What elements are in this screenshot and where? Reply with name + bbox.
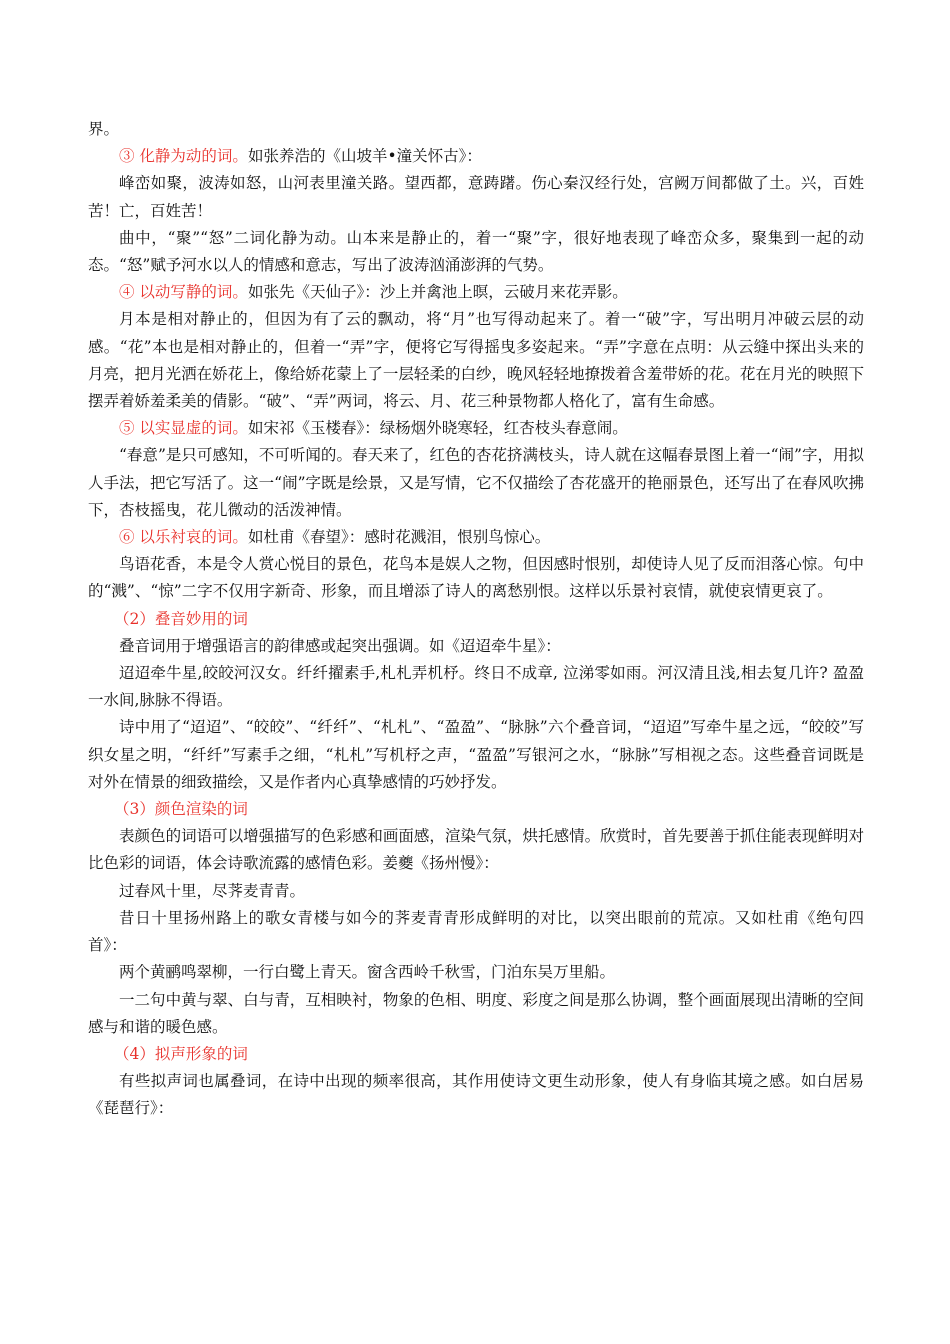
heading-text: 如张养浩的《山坡羊•潼关怀古》： xyxy=(247,147,482,166)
heading-item-3 xyxy=(88,143,864,170)
heading-label: ③ 化静为动的词。 xyxy=(119,147,248,166)
heading-text: 如张先《天仙子》：沙上并禽池上暝，云破月来花弄影。 xyxy=(247,283,628,302)
heading-item-4 xyxy=(88,279,864,306)
paragraph: 曲中，“聚”“怒”二词化静为动。山本来是静止的，着一“聚”字，很好地表现了峰峦众多，聚集到一起的动态。“怒”赋予河水以人的情感和意志，写出了波涛汹涌澎湃的气势。 xyxy=(88,228,864,275)
paragraph: 诗中用了“迢迢”、“皎皎”、“纤纤”、“札札”、“盈盈”、“脉脉”六个叠音词，“迢迢”写牵牛星之远，“皎皎”写织女星之明，“纤纤”写素手之细，“札札”写机杼之声，“盈盈”写银河之水，“脉脉”写相视之态。这些叠音词既是对外在情景的细致描绘，又是作者内心真挚感情的巧妙抒发。 xyxy=(88,718,864,791)
document-page xyxy=(88,116,864,1123)
heading-label: ⑥ 以乐衬哀的词。 xyxy=(119,528,248,547)
poem-quote: 峰峦如聚，波涛如怒，山河表里潼关路。望西都，意踌躇。伤心秦汉经行处，宫阙万间都做了土。兴，百姓苦！亡，百姓苦！ xyxy=(88,174,864,220)
heading-item-6 xyxy=(88,524,864,551)
poem-quote: 过春风十里，尽荠麦青青。 xyxy=(119,881,306,900)
heading-item-5 xyxy=(88,415,864,442)
paragraph: 叠音词用于增强语言的韵律感或起突出强调。如《迢迢牵牛星》： xyxy=(119,636,561,655)
paragraph: 昔日十里扬州路上的歌女青楼与如今的荠麦青青形成鲜明的对比，以突出眼前的荒凉。又如杜甫《绝句四首》： xyxy=(88,908,864,955)
section-heading-2: （2）叠音妙用的词 xyxy=(114,609,248,628)
poem-quote: 两个黄鹂鸣翠柳，一行白鹭上青天。窗含西岭千秋雪，门泊东吴万里船。 xyxy=(119,963,616,982)
paragraph: 有些拟声词也属叠词，在诗中出现的频率很高，其作用使诗文更生动形象，使人有身临其境之感。如白居易《琵琶行》： xyxy=(88,1072,864,1118)
section-heading-4: （4）拟声形象的词 xyxy=(114,1044,248,1063)
heading-text: 如杜甫《春望》：感时花溅泪，恨别鸟惊心。 xyxy=(247,528,551,547)
paragraph: “春意”是只可感知，不可听闻的。春天来了，红色的杏花挤满枝头，诗人就在这幅春景图上着一“闹”字，用拟人手法，把它写活了。这一“闹”字既是绘景，又是写情，它不仅描绘了杏花盛开的艳丽景色，还写出了在春风吹拂下，杏枝摇曳，花儿微动的活泼神情。 xyxy=(88,446,864,519)
poem-quote: 迢迢牵牛星,皎皎河汉女。纤纤擢素手,札札弄机杼。终日不成章, 泣涕零如雨。河汉清且浅,相去复几许? 盈盈一水间,脉脉不得语。 xyxy=(88,664,864,710)
paragraph: 月本是相对静止的，但因为有了云的飘动，将“月”也写得动起来了。着一“破”字，写出明月冲破云层的动感。“花”本也是相对静止的，但着一“弄”字，便将它写得摇曳多姿起来。“弄”字意在点明：从云缝中探出头来的月亮，把月光洒在娇花上，像给娇花蒙上了一层轻柔的白纱，晚风轻轻地撩拨着含羞带娇的花。花在月光的映照下摆弄着娇羞柔美的倩影。“破”、“弄”两词，将云、月、花三种景物都人格化了，富有生命感。 xyxy=(88,310,864,411)
paragraph: 鸟语花香，本是令人赏心悦目的景色，花鸟本是娱人之物，但因感时恨别，却使诗人见了反而泪落心惊。句中的“溅”、“惊”二字不仅用字新奇、形象，而且增添了诗人的离愁别恨。这样以乐景衬哀情，就使哀情更哀了。 xyxy=(88,555,864,601)
heading-text: 如宋祁《玉楼春》：绿杨烟外晓寒轻，红杏枝头春意闹。 xyxy=(247,419,628,438)
heading-label: ⑤ 以实显虚的词。 xyxy=(119,419,248,438)
paragraph: 界。 xyxy=(88,120,120,138)
paragraph: 表颜色的词语可以增强描写的色彩感和画面感，渲染气氛，烘托感情。欣赏时，首先要善于抓住能表现鲜明对比色彩的词语，体会诗歌流露的感情色彩。姜夔《扬州慢》： xyxy=(88,827,864,873)
paragraph: 一二句中黄与翠、白与青，互相映衬，物象的色相、明度、彩度之间是那么协调，整个画面展现出清晰的空间感与和谐的暖色感。 xyxy=(88,990,864,1036)
heading-label: ④ 以动写静的词。 xyxy=(119,283,248,302)
section-heading-3: （3）颜色渲染的词 xyxy=(114,800,248,819)
